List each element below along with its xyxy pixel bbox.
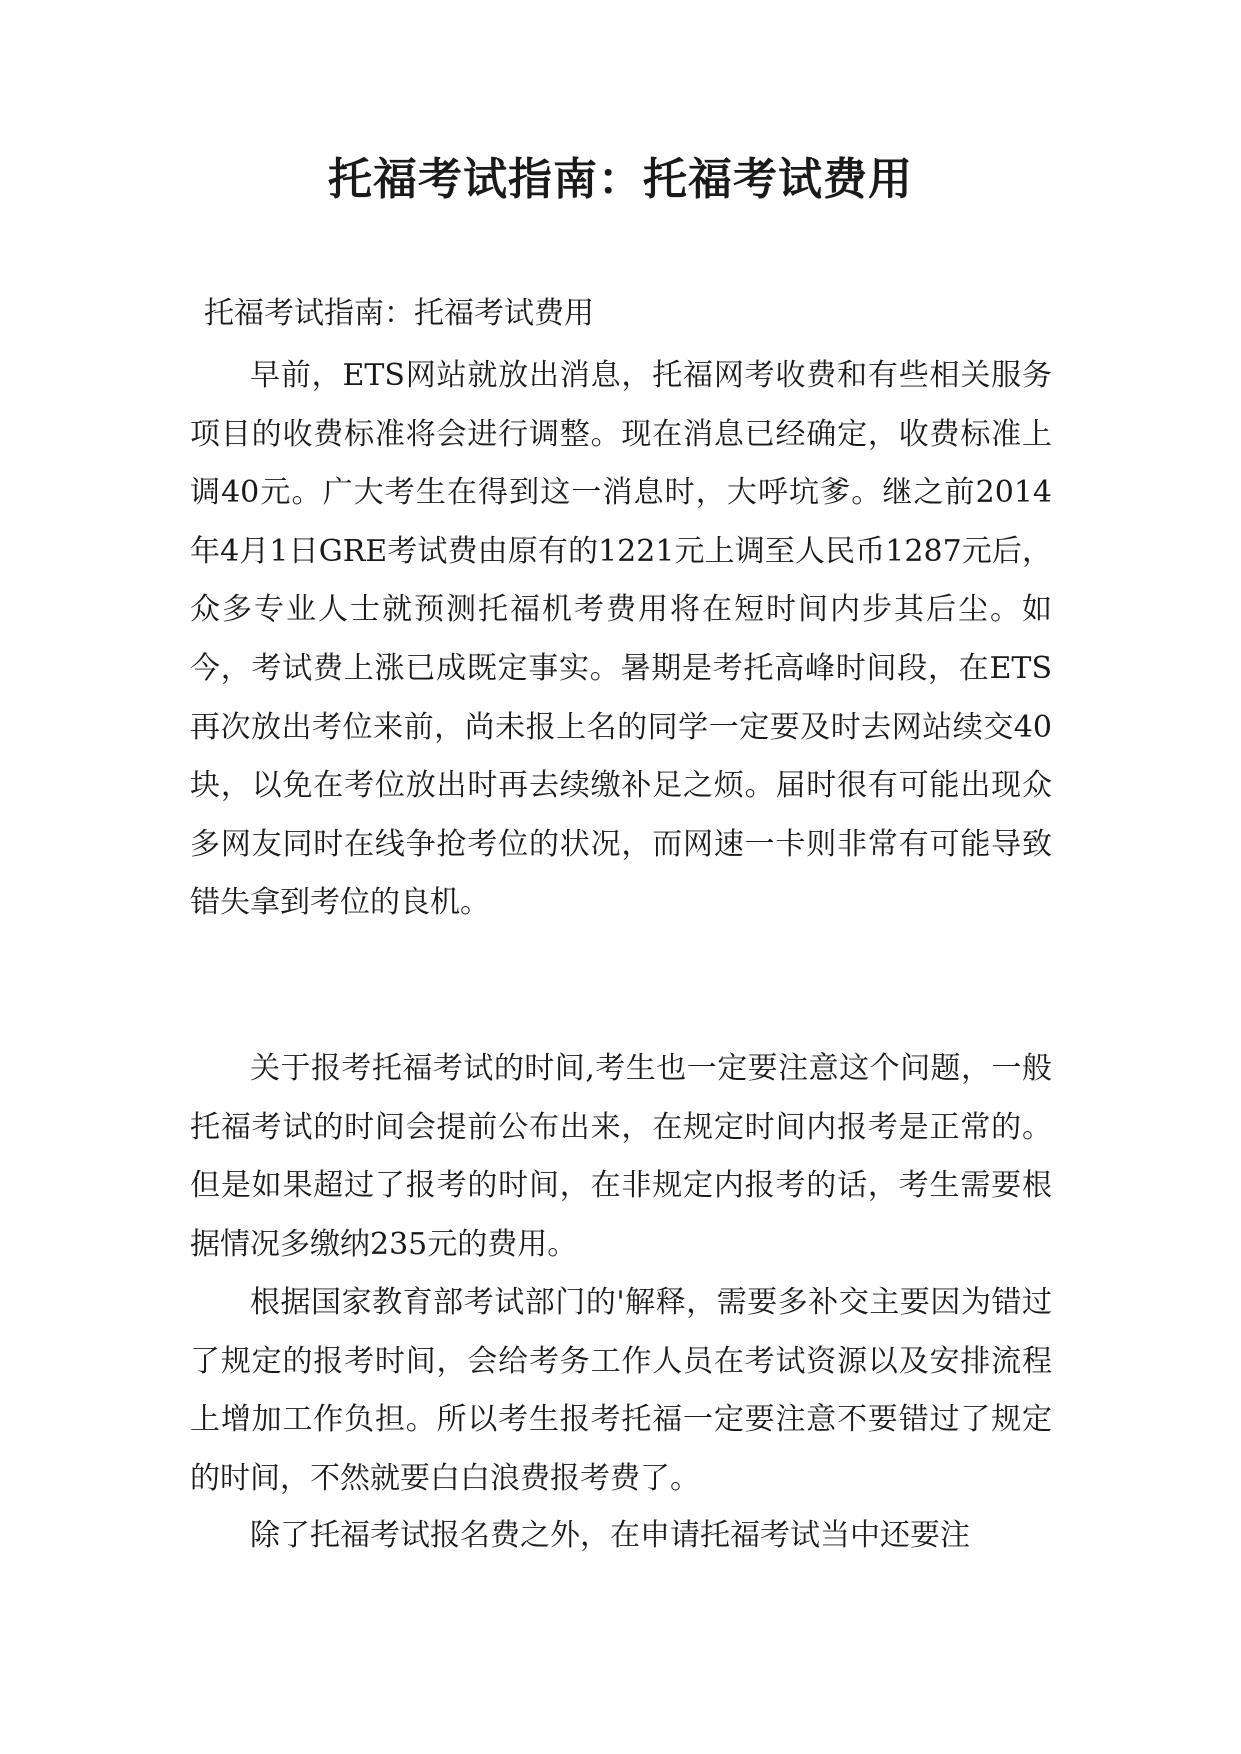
paragraph-other-fees: 除了托福考试报名费之外，在申请托福考试当中还要注 (250, 1518, 970, 1553)
paragraph-registration-time: 关于报考托福考试的时间,考生也一定要注意这个问题，一般托福考试的时间会提前公布出来，在规定时间内报考是正常的。但是如果超过了报考的时间，在非规定内报考的话，考生需要根据情况多缴纳235元的费用。 (190, 1051, 1052, 1262)
document-title: 托福考试指南：托福考试费用 (328, 154, 913, 205)
paragraph-fee-increase: 早前，ETS网站就放出消息，托福网考收费和有些相关服务项目的收费标准将会进行调整。现在消息已经确定，收费标准上调40元。广大考生在得到这一消息时，大呼坑爹。继之前2014年4月1日GRE考试费由原有的1221元上调至人民币1287元后，众多专业人士就预测托福机考费用将在短时间内步其后尘。如今，考试费上涨已成既定事实。暑期是考托高峰时间段，在ETS再次放出考位来前，尚未报上名的同学一定要及时去网站续交40块，以免在考位放出时再去续缴补足之烦。届时很有可能出现众多网友同时在线争抢考位的状况，而网速一卡则非常有可能导致错失拿到考位的良机。 (190, 358, 1052, 921)
document-subtitle: 托福考试指南：托福考试费用 (204, 296, 594, 331)
paragraph-explanation: 根据国家教育部考试部门的'解释，需要多补交主要因为错过了规定的报考时间，会给考务工作人员在考试资源以及安排流程上增加工作负担。所以考生报考托福一定要注意不要错过了规定的时间，不然就要白白浪费报考费了。 (190, 1285, 1052, 1496)
